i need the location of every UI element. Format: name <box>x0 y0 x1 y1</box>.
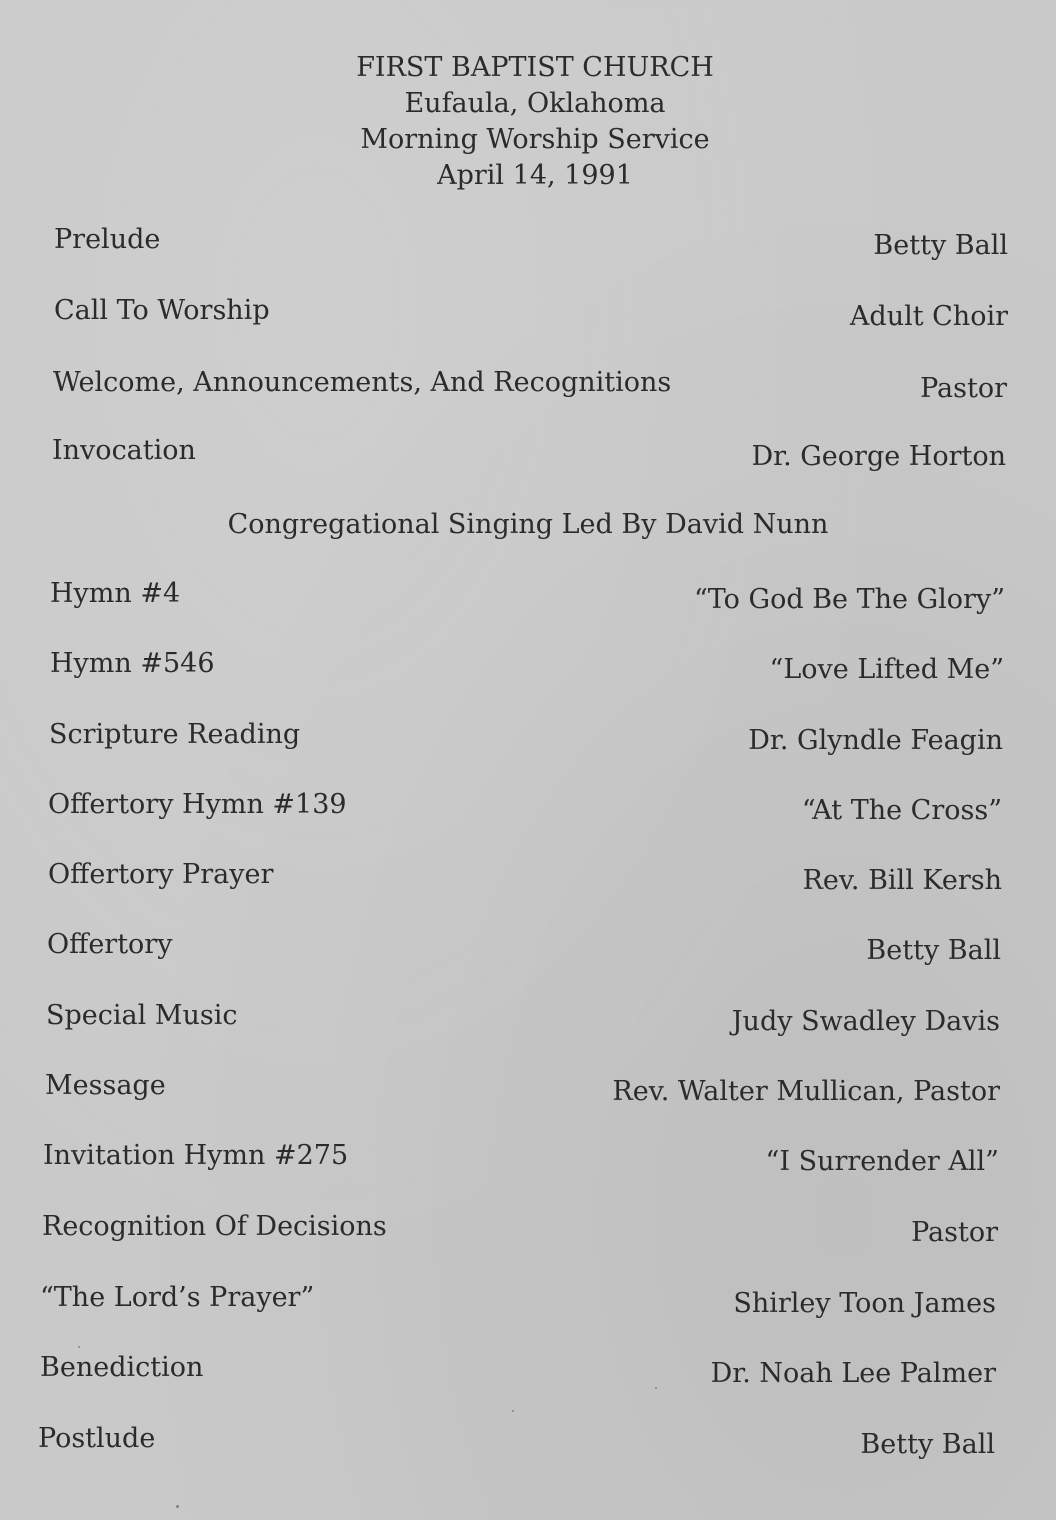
program-item: Offertory <box>47 929 173 960</box>
singing-header: Congregational Singing Led By David Nunn <box>227 509 829 540</box>
program-person: Betty Ball <box>866 935 1001 966</box>
program-item: Hymn #546 <box>50 648 215 679</box>
program-item: Invocation <box>52 435 196 466</box>
program-row <box>38 1419 995 1459</box>
program-item: “The Lord’s Prayer” <box>40 1282 315 1313</box>
program-item: Call To Worship <box>54 295 270 326</box>
program-row <box>54 291 1008 331</box>
program-item: Benediction <box>40 1352 204 1383</box>
bulletin-header <box>0 50 1056 194</box>
program-item: Scripture Reading <box>49 719 301 750</box>
paper-speck <box>655 1387 657 1389</box>
program-row <box>49 715 1003 755</box>
program-row <box>42 1207 998 1247</box>
program-item: Prelude <box>54 224 161 255</box>
program-item: Welcome, Announcements, And Recognitions <box>53 367 672 398</box>
program-person: Judy Swadley Davis <box>731 1006 1000 1037</box>
program-person: Betty Ball <box>860 1429 995 1460</box>
program-person: Pastor <box>920 373 1007 404</box>
program-row <box>40 1278 996 1318</box>
program-item: Hymn #4 <box>50 578 181 609</box>
program-item: Offertory Hymn #139 <box>48 789 347 820</box>
program-row <box>45 1066 1000 1106</box>
program-person: Rev. Walter Mullican, Pastor <box>612 1076 1000 1107</box>
program-item: Postlude <box>38 1423 156 1454</box>
program-row <box>50 574 1005 614</box>
program-person: Pastor <box>911 1217 998 1248</box>
church-location: Eufaula, Oklahoma <box>404 88 666 119</box>
program-row <box>48 785 1002 825</box>
church-name: FIRST BAPTIST CHURCH <box>356 52 714 83</box>
program-row <box>43 1136 999 1176</box>
paper-speck <box>78 1346 80 1348</box>
program-row <box>46 996 1000 1036</box>
program-item: Recognition Of Decisions <box>42 1211 387 1242</box>
paper-speck <box>512 1410 514 1412</box>
program-person: Dr. Glyndle Feagin <box>748 725 1003 756</box>
program-item: Special Music <box>46 1000 238 1031</box>
program-row <box>54 220 1008 260</box>
program-person: “To God Be The Glory” <box>693 584 1005 615</box>
program-person: “I Surrender All” <box>765 1146 999 1177</box>
program-person: Betty Ball <box>873 230 1008 261</box>
program-row <box>47 925 1001 965</box>
paper-speck <box>176 1505 179 1508</box>
program-item: Message <box>45 1070 166 1101</box>
program-row <box>52 431 1006 471</box>
program-item: Invitation Hymn #275 <box>43 1140 349 1171</box>
program-person: Dr. George Horton <box>751 441 1006 472</box>
program-person: Shirley Toon James <box>733 1288 996 1319</box>
program-row <box>48 855 1002 895</box>
service-title: Morning Worship Service <box>360 124 710 155</box>
program-person: Dr. Noah Lee Palmer <box>710 1358 996 1389</box>
program-person: “Love Lifted Me” <box>769 654 1004 685</box>
program-person: “At The Cross” <box>801 795 1002 826</box>
program-person: Rev. Bill Kersh <box>802 865 1002 896</box>
program-row <box>50 644 1004 684</box>
program-row <box>53 363 1007 403</box>
program-person: Adult Choir <box>849 301 1008 332</box>
program-row <box>40 1348 996 1388</box>
program-item: Offertory Prayer <box>48 859 274 890</box>
service-date: April 14, 1991 <box>437 160 633 191</box>
